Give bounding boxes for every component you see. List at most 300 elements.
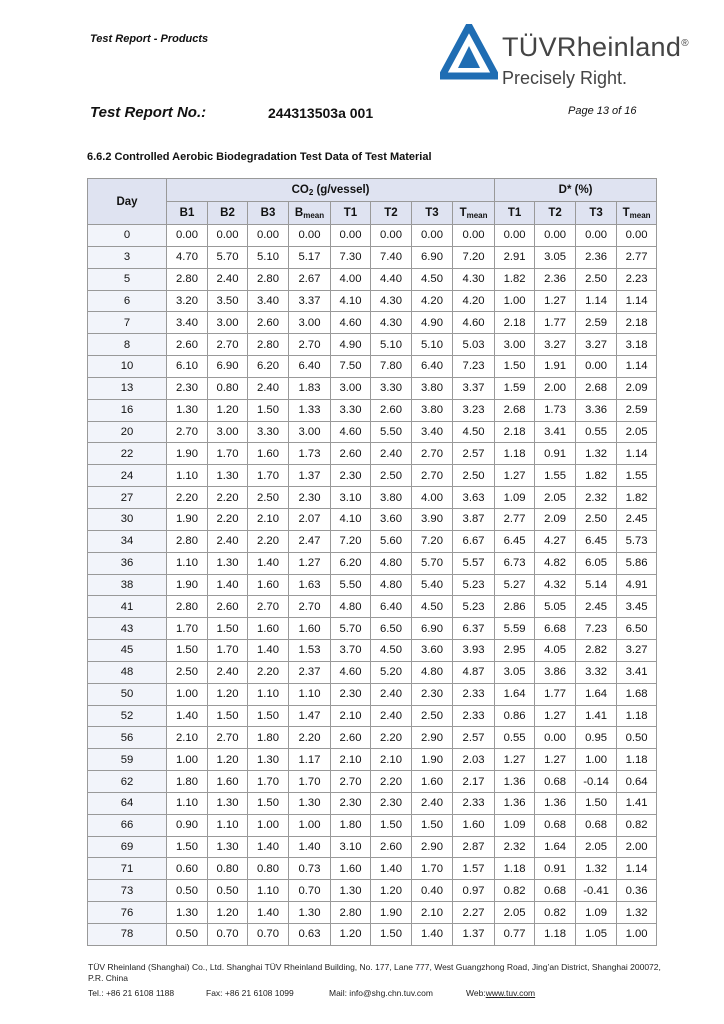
col-b1: B1	[167, 202, 208, 225]
table-cell: 2.60	[208, 596, 248, 618]
table-cell: 3.40	[167, 312, 208, 334]
table-cell: 2.70	[289, 596, 331, 618]
table-cell: 4.00	[412, 487, 453, 509]
table-cell: 5.70	[331, 618, 371, 640]
table-cell: 1.90	[167, 508, 208, 530]
table-cell: 1.47	[289, 705, 331, 727]
day-header: Day	[88, 179, 167, 225]
table-cell: 7.20	[412, 530, 453, 552]
table-cell: 1.50	[248, 792, 289, 814]
table-cell: 2.40	[371, 705, 412, 727]
table-cell: 1.40	[248, 640, 289, 662]
table-cell: 1.14	[617, 443, 657, 465]
table-row	[88, 334, 657, 356]
table-cell: 6.50	[371, 618, 412, 640]
table-cell: 2.40	[371, 683, 412, 705]
day-cell: 5	[88, 268, 167, 290]
table-cell: 0.60	[167, 858, 208, 880]
table-cell: 0.91	[535, 858, 576, 880]
table-row	[88, 225, 657, 247]
table-cell: 1.00	[289, 814, 331, 836]
table-cell: 0.00	[248, 225, 289, 247]
day-cell: 0	[88, 225, 167, 247]
table-cell: 1.36	[495, 792, 535, 814]
table-cell: 2.68	[495, 399, 535, 421]
table-cell: 3.00	[208, 421, 248, 443]
day-cell: 34	[88, 530, 167, 552]
col-t1: T1	[331, 202, 371, 225]
table-cell: 0.77	[495, 924, 535, 946]
table-cell: 0.55	[495, 727, 535, 749]
table-cell: 2.68	[576, 377, 617, 399]
table-cell: 1.10	[167, 465, 208, 487]
table-cell: 1.40	[208, 574, 248, 596]
table-cell: 1.60	[248, 443, 289, 465]
table-cell: 2.70	[208, 334, 248, 356]
table-cell: 0.86	[495, 705, 535, 727]
table-cell: 1.53	[289, 640, 331, 662]
table-cell: 6.67	[453, 530, 495, 552]
table-cell: 1.70	[248, 465, 289, 487]
table-cell: 3.30	[371, 377, 412, 399]
table-cell: 1.77	[535, 312, 576, 334]
table-cell: 3.10	[331, 487, 371, 509]
page-number: Page 13 of 16	[568, 105, 637, 117]
table-cell: 3.41	[535, 421, 576, 443]
table-cell: 2.20	[208, 487, 248, 509]
table-cell: 6.90	[412, 618, 453, 640]
table-cell: 2.86	[495, 596, 535, 618]
table-cell: 1.50	[167, 640, 208, 662]
table-cell: 4.32	[535, 574, 576, 596]
table-cell: 1.68	[617, 683, 657, 705]
table-cell: 0.80	[208, 377, 248, 399]
table-cell: 1.14	[617, 858, 657, 880]
table-cell: 1.05	[576, 924, 617, 946]
table-cell: 5.10	[248, 246, 289, 268]
table-cell: 0.63	[289, 924, 331, 946]
table-cell: 1.00	[495, 290, 535, 312]
table-cell: 2.80	[331, 902, 371, 924]
table-cell: 0.80	[248, 858, 289, 880]
table-cell: 2.30	[167, 377, 208, 399]
table-row	[88, 487, 657, 509]
table-cell: 4.10	[331, 290, 371, 312]
table-cell: 1.10	[289, 683, 331, 705]
table-cell: 1.40	[167, 705, 208, 727]
table-cell: 7.80	[371, 356, 412, 378]
table-cell: 1.20	[371, 880, 412, 902]
table-cell: 3.40	[412, 421, 453, 443]
table-cell: 5.10	[371, 334, 412, 356]
col-b2: B2	[208, 202, 248, 225]
table-cell: 2.10	[371, 749, 412, 771]
table-cell: 1.17	[289, 749, 331, 771]
table-cell: 0.00	[331, 225, 371, 247]
table-cell: 2.70	[331, 771, 371, 793]
table-cell: 1.30	[248, 749, 289, 771]
table-cell: 1.20	[208, 902, 248, 924]
table-cell: 4.80	[331, 596, 371, 618]
table-cell: 2.32	[495, 836, 535, 858]
table-cell: 5.23	[453, 574, 495, 596]
table-cell: 0.00	[453, 225, 495, 247]
table-cell: 7.20	[331, 530, 371, 552]
table-cell: 2.09	[617, 377, 657, 399]
table-cell: 1.14	[617, 356, 657, 378]
table-cell: 4.30	[371, 312, 412, 334]
table-cell: 1.36	[535, 792, 576, 814]
section-title: 6.6.2 Controlled Aerobic Biodegradation Test Data of Test Material	[87, 151, 432, 163]
table-cell: 0.55	[576, 421, 617, 443]
table-cell: 4.82	[535, 552, 576, 574]
table-row	[88, 508, 657, 530]
day-cell: 48	[88, 661, 167, 683]
table-cell: 1.64	[495, 683, 535, 705]
table-cell: 1.90	[371, 902, 412, 924]
table-cell: 2.20	[248, 661, 289, 683]
table-cell: 2.05	[495, 902, 535, 924]
table-cell: 6.20	[248, 356, 289, 378]
table-row	[88, 465, 657, 487]
table-cell: 1.14	[576, 290, 617, 312]
table-cell: 1.60	[208, 771, 248, 793]
table-cell: 2.10	[167, 727, 208, 749]
table-cell: 3.60	[412, 640, 453, 662]
footer-web: Web:www.tuv.com	[466, 988, 536, 998]
table-cell: 3.80	[371, 487, 412, 509]
table-cell: 3.37	[289, 290, 331, 312]
table-cell: 2.20	[167, 487, 208, 509]
table-cell: 1.09	[495, 487, 535, 509]
table-cell: 0.00	[371, 225, 412, 247]
table-cell: 1.50	[495, 356, 535, 378]
table-cell: 1.10	[167, 552, 208, 574]
table-cell: 3.00	[289, 421, 331, 443]
table-cell: 1.70	[208, 443, 248, 465]
table-cell: 4.40	[371, 268, 412, 290]
table-row	[88, 924, 657, 946]
footer-mail: Mail: info@shg.chn.tuv.com	[329, 988, 433, 998]
table-row	[88, 814, 657, 836]
table-cell: 1.80	[167, 771, 208, 793]
table-cell: 2.90	[412, 836, 453, 858]
table-cell: 0.68	[535, 880, 576, 902]
table-cell: 2.40	[208, 268, 248, 290]
table-cell: 5.14	[576, 574, 617, 596]
table-cell: 1.50	[208, 705, 248, 727]
table-cell: 4.80	[412, 661, 453, 683]
table-cell: 5.20	[371, 661, 412, 683]
table-cell: 2.57	[453, 727, 495, 749]
table-cell: 2.80	[167, 596, 208, 618]
table-cell: 5.17	[289, 246, 331, 268]
table-cell: 3.10	[331, 836, 371, 858]
table-row	[88, 836, 657, 858]
table-cell: 1.20	[208, 683, 248, 705]
table-cell: 2.40	[208, 530, 248, 552]
table-cell: 1.00	[167, 683, 208, 705]
table-cell: 3.27	[617, 640, 657, 662]
table-cell: 2.36	[535, 268, 576, 290]
table-cell: 2.05	[576, 836, 617, 858]
table-cell: -0.41	[576, 880, 617, 902]
table-cell: 1.70	[208, 640, 248, 662]
tuv-rheinland-logo	[440, 24, 689, 94]
table-cell: 2.30	[331, 792, 371, 814]
table-cell: 0.68	[535, 771, 576, 793]
day-cell: 59	[88, 749, 167, 771]
table-cell: 1.14	[617, 290, 657, 312]
day-cell: 43	[88, 618, 167, 640]
table-cell: 2.40	[248, 377, 289, 399]
day-cell: 8	[88, 334, 167, 356]
table-cell: 2.32	[576, 487, 617, 509]
document-type: Test Report - Products	[90, 33, 209, 45]
table-row	[88, 771, 657, 793]
day-cell: 73	[88, 880, 167, 902]
table-cell: 1.40	[412, 924, 453, 946]
table-cell: 2.20	[208, 508, 248, 530]
table-cell: 1.40	[248, 902, 289, 924]
table-cell: 2.30	[289, 487, 331, 509]
table-cell: 3.00	[495, 334, 535, 356]
table-cell: 4.60	[453, 312, 495, 334]
table-cell: 2.18	[495, 312, 535, 334]
table-cell: 1.70	[289, 771, 331, 793]
table-cell: 1.70	[412, 858, 453, 880]
day-cell: 38	[88, 574, 167, 596]
table-cell: 3.18	[617, 334, 657, 356]
table-cell: 3.80	[412, 377, 453, 399]
table-cell: 1.90	[412, 749, 453, 771]
table-cell: 2.70	[412, 465, 453, 487]
day-cell: 16	[88, 399, 167, 421]
table-cell: 2.59	[576, 312, 617, 334]
table-cell: 2.50	[412, 705, 453, 727]
table-cell: 1.20	[208, 399, 248, 421]
table-cell: 5.57	[453, 552, 495, 574]
table-cell: 3.50	[208, 290, 248, 312]
table-row	[88, 661, 657, 683]
table-cell: 2.47	[289, 530, 331, 552]
day-cell: 13	[88, 377, 167, 399]
table-cell: 5.60	[371, 530, 412, 552]
table-cell: 6.45	[495, 530, 535, 552]
table-cell: 1.90	[167, 574, 208, 596]
table-cell: 2.59	[617, 399, 657, 421]
table-cell: 4.30	[371, 290, 412, 312]
table-cell: 0.00	[617, 225, 657, 247]
table-cell: 2.37	[289, 661, 331, 683]
table-cell: 2.40	[371, 443, 412, 465]
table-cell: 1.30	[208, 792, 248, 814]
table-row	[88, 749, 657, 771]
table-cell: 5.27	[495, 574, 535, 596]
day-cell: 78	[88, 924, 167, 946]
day-cell: 3	[88, 246, 167, 268]
table-cell: 0.73	[289, 858, 331, 880]
day-cell: 76	[88, 902, 167, 924]
d-percent-group-header: D* (%)	[495, 179, 657, 202]
table-cell: 1.09	[576, 902, 617, 924]
table-cell: 1.00	[617, 924, 657, 946]
table-cell: 1.83	[289, 377, 331, 399]
table-cell: 2.10	[331, 749, 371, 771]
table-cell: 2.50	[576, 508, 617, 530]
table-cell: 3.27	[535, 334, 576, 356]
table-cell: 5.59	[495, 618, 535, 640]
footer-contacts	[88, 988, 535, 998]
table-cell: 0.70	[208, 924, 248, 946]
table-cell: 1.40	[289, 836, 331, 858]
table-cell: 1.10	[248, 683, 289, 705]
table-cell: 5.70	[208, 246, 248, 268]
table-cell: 2.09	[535, 508, 576, 530]
table-cell: 1.10	[248, 880, 289, 902]
table-cell: 1.27	[495, 465, 535, 487]
table-cell: 4.90	[331, 334, 371, 356]
table-cell: 1.00	[576, 749, 617, 771]
table-cell: 4.50	[371, 640, 412, 662]
table-cell: 3.36	[576, 399, 617, 421]
table-cell: 2.50	[248, 487, 289, 509]
table-cell: 0.50	[208, 880, 248, 902]
footer-fax: Fax: +86 21 6108 1099	[206, 988, 294, 998]
table-cell: 1.20	[331, 924, 371, 946]
table-cell: -0.14	[576, 771, 617, 793]
table-cell: 2.80	[248, 334, 289, 356]
table-cell: 1.50	[371, 814, 412, 836]
day-cell: 36	[88, 552, 167, 574]
table-cell: 3.45	[617, 596, 657, 618]
biodegradation-table	[87, 178, 657, 946]
table-cell: 4.20	[453, 290, 495, 312]
table-cell: 3.41	[617, 661, 657, 683]
table-row	[88, 246, 657, 268]
table-cell: 2.40	[412, 792, 453, 814]
table-cell: 4.20	[412, 290, 453, 312]
table-cell: 2.10	[331, 705, 371, 727]
col-tmean: $T_{mean}$	[453, 202, 495, 225]
table-cell: 2.23	[617, 268, 657, 290]
day-cell: 66	[88, 814, 167, 836]
table-cell: 1.90	[167, 443, 208, 465]
table-cell: 1.40	[248, 836, 289, 858]
table-cell: 0.68	[535, 814, 576, 836]
table-cell: 1.40	[371, 858, 412, 880]
table-cell: 4.50	[412, 596, 453, 618]
table-cell: 1.33	[289, 399, 331, 421]
table-cell: 6.40	[289, 356, 331, 378]
table-cell: 0.91	[535, 443, 576, 465]
table-cell: 2.87	[453, 836, 495, 858]
footer-web-link[interactable]: www.tuv.com	[485, 988, 536, 998]
table-row	[88, 377, 657, 399]
table-row	[88, 880, 657, 902]
table-cell: 5.73	[617, 530, 657, 552]
table-cell: 0.00	[535, 225, 576, 247]
table-cell: 2.30	[331, 683, 371, 705]
table-cell: 2.10	[412, 902, 453, 924]
table-cell: 2.60	[371, 399, 412, 421]
table-cell: 1.30	[208, 836, 248, 858]
table-cell: 1.50	[371, 924, 412, 946]
table-cell: 7.30	[331, 246, 371, 268]
table-cell: 1.18	[617, 749, 657, 771]
table-cell: 1.60	[248, 618, 289, 640]
table-cell: 1.27	[535, 749, 576, 771]
table-cell: 3.90	[412, 508, 453, 530]
table-cell: 1.50	[248, 705, 289, 727]
table-cell: 2.80	[248, 268, 289, 290]
table-cell: 7.20	[453, 246, 495, 268]
table-cell: 1.50	[167, 836, 208, 858]
table-cell: 0.70	[248, 924, 289, 946]
table-cell: 1.09	[495, 814, 535, 836]
table-cell: 6.05	[576, 552, 617, 574]
table-cell: 4.80	[371, 574, 412, 596]
table-cell: 2.05	[535, 487, 576, 509]
table-cell: 2.30	[371, 792, 412, 814]
table-cell: 2.27	[453, 902, 495, 924]
table-cell: 2.00	[535, 377, 576, 399]
table-cell: 7.23	[576, 618, 617, 640]
table-cell: 2.77	[495, 508, 535, 530]
table-cell: 4.70	[167, 246, 208, 268]
table-cell: 6.40	[412, 356, 453, 378]
table-cell: 2.60	[371, 836, 412, 858]
table-cell: 2.70	[289, 334, 331, 356]
table-cell: 4.10	[331, 508, 371, 530]
table-cell: 2.50	[453, 465, 495, 487]
table-row	[88, 530, 657, 552]
table-cell: 0.95	[576, 727, 617, 749]
table-cell: 4.60	[331, 421, 371, 443]
table-cell: 2.50	[167, 661, 208, 683]
table-row	[88, 618, 657, 640]
table-cell: 2.18	[617, 312, 657, 334]
table-cell: 0.00	[289, 225, 331, 247]
table-cell: 3.60	[371, 508, 412, 530]
table-cell: 1.37	[289, 465, 331, 487]
table-cell: 1.50	[576, 792, 617, 814]
day-cell: 69	[88, 836, 167, 858]
table-cell: 0.82	[617, 814, 657, 836]
table-cell: 7.50	[331, 356, 371, 378]
table-cell: 1.60	[453, 814, 495, 836]
table-cell: 5.10	[412, 334, 453, 356]
table-cell: 0.00	[208, 225, 248, 247]
table-cell: 1.41	[617, 792, 657, 814]
table-cell: 2.00	[617, 836, 657, 858]
table-cell: 1.77	[535, 683, 576, 705]
table-cell: 7.23	[453, 356, 495, 378]
table-cell: 3.00	[289, 312, 331, 334]
table-cell: 1.70	[167, 618, 208, 640]
table-cell: 1.50	[412, 814, 453, 836]
col-b3: B3	[248, 202, 289, 225]
day-cell: 41	[88, 596, 167, 618]
table-cell: 2.20	[371, 727, 412, 749]
table-cell: 1.36	[495, 771, 535, 793]
table-cell: 4.60	[331, 661, 371, 683]
table-cell: 1.57	[453, 858, 495, 880]
table-cell: 1.00	[248, 814, 289, 836]
day-cell: 64	[88, 792, 167, 814]
table-row	[88, 290, 657, 312]
report-number-label: Test Report No.:	[90, 104, 207, 121]
